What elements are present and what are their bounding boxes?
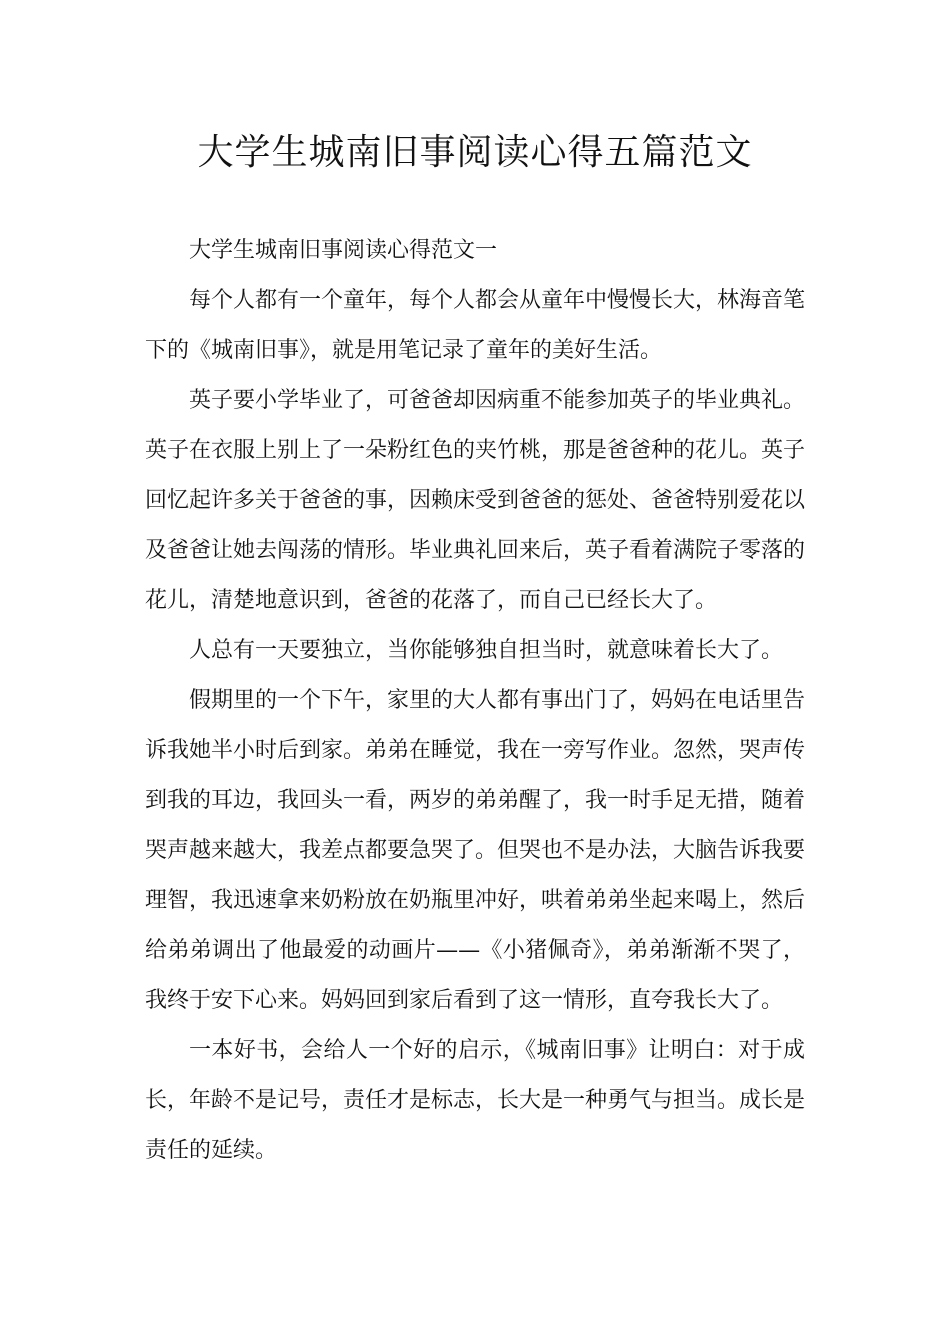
section-heading: 大学生城南旧事阅读心得范文一 <box>189 238 498 263</box>
paragraph-5: 一本好书，会给人一个好的启示，《城南旧事》让明白：对于成长，年龄不是记号，责任才是标志，长大是一种勇气与担当。成长是责任的延续。 <box>145 1038 806 1163</box>
paragraph-4: 假期里的一个下午，家里的大人都有事出门了，妈妈在电话里告诉我她半小时后到家。弟弟在睡觉，我在一旁写作业。忽然，哭声传到我的耳边，我回头一看，两岁的弟弟醒了，我一时手足无措，随着哭声越来越大，我差点都要急哭了。但哭也不是办法，大脑告诉我要理智，我迅速拿来奶粉放在奶瓶里冲好，哄着弟弟坐起来喝上，然后给弟弟调出了他最爱的动画片——《小猪佩奇》，弟弟渐渐不哭了，我终于安下心来。妈妈回到家后看到了这一情形，直夸我长大了。 <box>145 688 806 1013</box>
paragraph-3: 人总有一天要独立，当你能够独自担当时，就意味着长大了。 <box>189 638 784 663</box>
document-title: 大学生城南旧事阅读心得五篇范文 <box>197 132 753 173</box>
paragraph-1: 每个人都有一个童年，每个人都会从童年中慢慢长大，林海音笔下的《城南旧事》，就是用笔记录了童年的美好生活。 <box>145 288 806 363</box>
document-body <box>145 226 805 1176</box>
paragraph-2: 英子要小学毕业了，可爸爸却因病重不能参加英子的毕业典礼。英子在衣服上别上了一朵粉红色的夹竹桃，那是爸爸种的花儿。英子回忆起许多关于爸爸的事，因赖床受到爸爸的惩处、爸爸特别爱花以及爸爸让她去闯荡的情形。毕业典礼回来后，英子看着满院子零落的花儿，清楚地意识到，爸爸的花落了，而自己已经长大了。 <box>145 388 806 613</box>
